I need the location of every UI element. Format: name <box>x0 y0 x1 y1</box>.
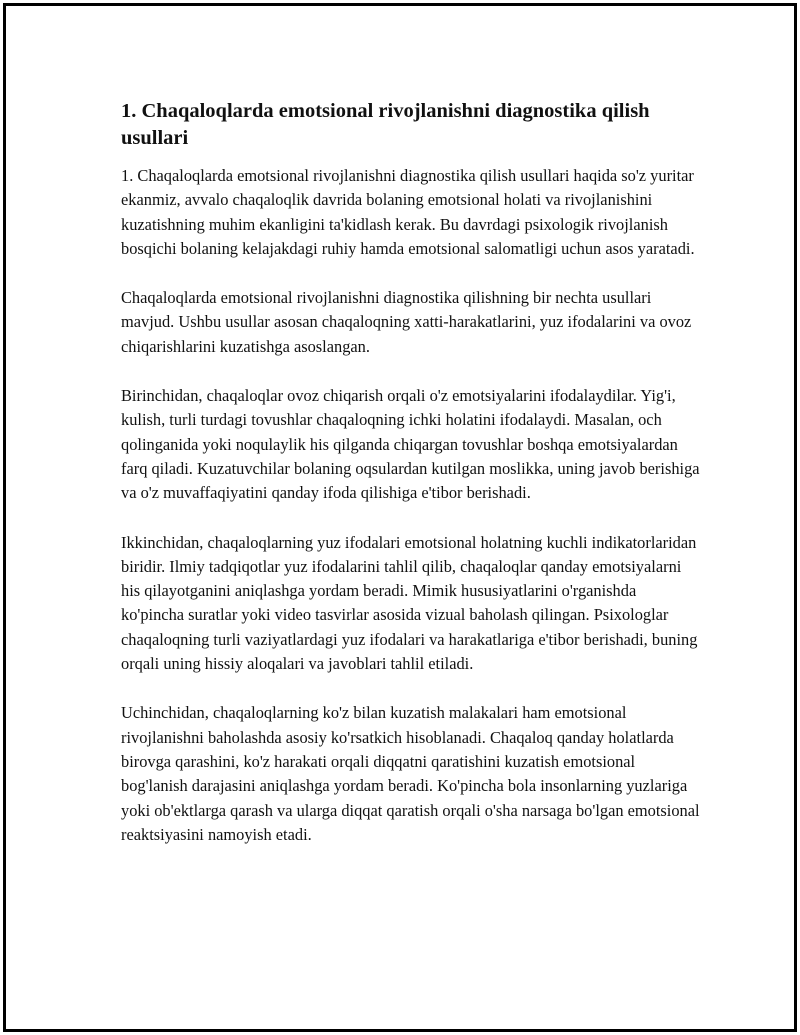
paragraph-4: Ikkinchidan, chaqaloqlarning yuz ifodalari emotsional holatning kuchli indikatorlaridan biridir. Ilmiy tadqiqotlar yuz ifodalarini tahlil qilib, chaqaloqlar qanday emotsiyalarni his qilayotganini aniqlashga yordam beradi. Mimik hususiyatlarini o'rganishda ko'pincha suratlar yoki video tasvirlar asosida vizual baholash qilingan. Psixologlar chaqaloqning turli vaziyatlardagi yuz ifodalari va harakatlariga e'tibor berishadi, buning orqali uning hissiy aloqalari va javoblari tahlil etiladi. <box>121 532 698 674</box>
paragraph-1: 1. Chaqaloqlarda emotsional rivojlanishni diagnostika qilish usullari haqida so'z yuritar ekanmiz, avvalo chaqaloqlik davrida bolaning emotsional holati va rivojlanishini kuzatishning muhim ekanligini ta'kidlash kerak. Bu davrdagi psixologik rivojlanish bosqichi bolaning kelajakdagi ruhiy hamda emotsional salomatligi uchun asos yaratadi. <box>121 166 695 258</box>
paragraph-3: Birinchidan, chaqaloqlar ovoz chiqarish orqali o'z emotsiyalarini ifodalaydilar. Yig'i, kulish, turli turdagi tovushlar chaqaloqning ichki holatini ifodalaydi. Masalan, och qolinganida yoki noqulaylik his qilganda chiqargan tovushlar boshqa emotsiyalardan farq qiladi. Kuzatuvchilar bolaning oqsulardan kutilgan moslikka, uning javob berishiga va o'z muvaffaqiyatini qanday ifoda qilishiga e'tibor berishadi. <box>121 386 700 503</box>
paragraph-5: Uchinchidan, chaqaloqlarning ko'z bilan kuzatish malakalari ham emotsional rivojlanishni baholashda asosiy ko'rsatkich hisoblanadi. Chaqaloq qanday holatlarda birovga qarashini, ko'z harakati orqali diqqatni qaratishini kuzatish emotsional bog'lanish darajasini aniqlashga yordam beradi. Ko'pincha bola insonlarning yuzlariga yoki ob'ektlarga qarash va ularga diqqat qaratish orqali o'sha narsaga bo'lgan emotsional reaktsiyasini namoyish etadi. <box>121 703 700 844</box>
page-frame <box>3 3 797 1032</box>
document-title: 1. Chaqaloqlarda emotsional rivojlanishni diagnostika qilish usullari <box>121 100 650 149</box>
document-body <box>121 98 701 872</box>
paragraph-2: Chaqaloqlarda emotsional rivojlanishni diagnostika qilishning bir nechta usullari mavjud. Ushbu usullar asosan chaqaloqning xatti-harakatlarini, yuz ifodalarini va ovoz chiqarishlarini kuzatishga asoslangan. <box>121 288 692 356</box>
